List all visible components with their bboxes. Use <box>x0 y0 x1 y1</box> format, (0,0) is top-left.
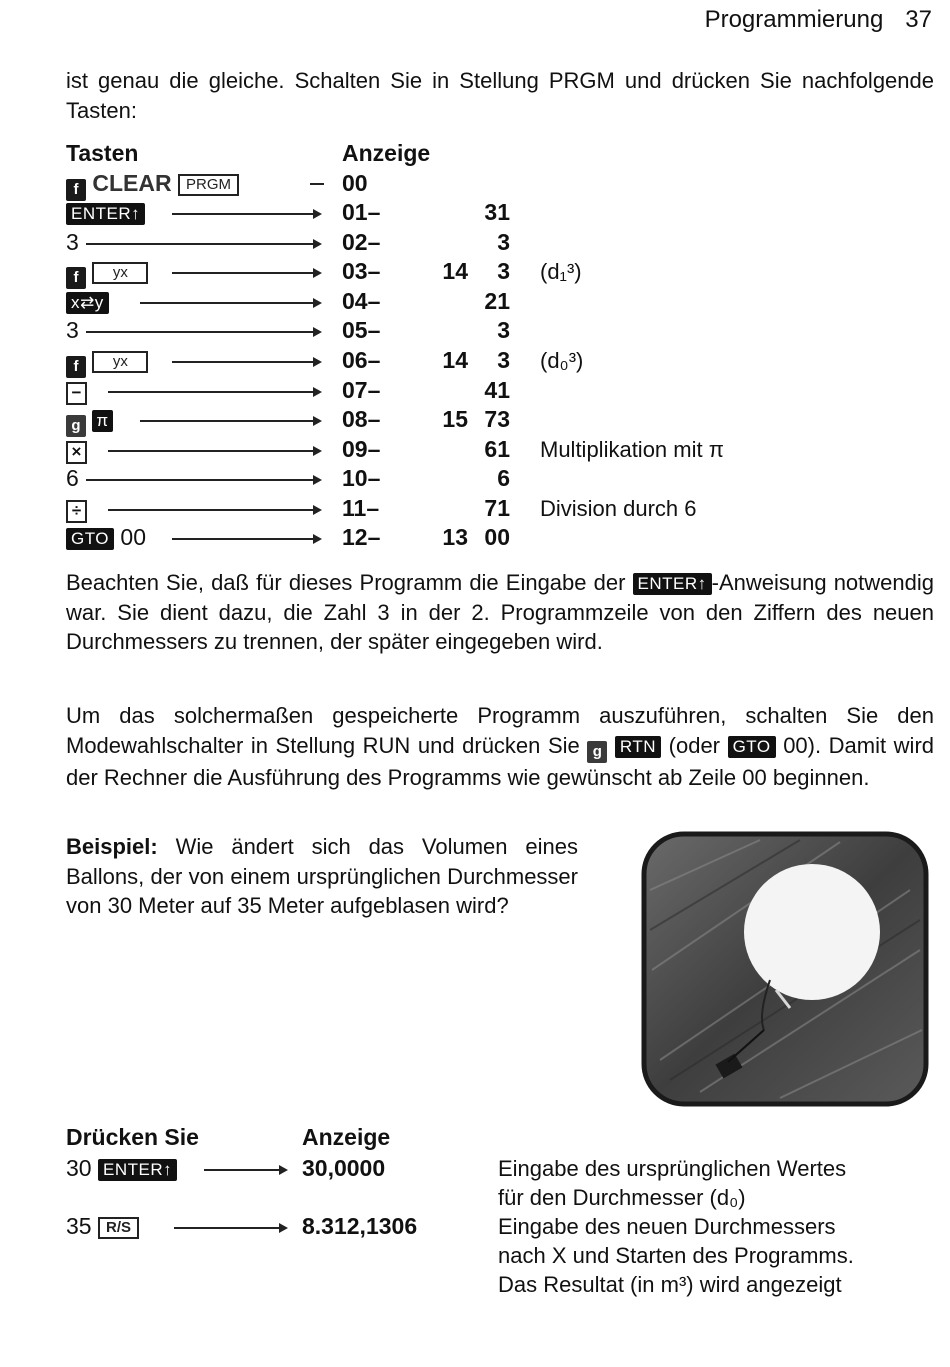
display-prefix: 13 <box>442 524 468 550</box>
display-addr: 00 <box>342 170 368 196</box>
gto-target: 00 <box>120 524 147 550</box>
comment-line: Das Resultat (in m³) wird angezeigt <box>498 1272 842 1297</box>
result-comment <box>498 1154 934 1212</box>
display-addr: 07– <box>342 377 381 403</box>
run-paragraph <box>66 701 934 792</box>
table2-head-display: Anzeige <box>302 1124 391 1150</box>
table-row-keys <box>66 523 146 552</box>
run-text-b: (oder <box>668 732 720 758</box>
arrow-icon <box>172 213 320 215</box>
note-paragraph <box>66 568 934 657</box>
run-text-a: Um das solchermaßen gespeicherte Programm auszuführen, schalten Sie den Modewahlschalter in Stellung RUN und drücken Sie <box>66 703 934 758</box>
comment-line: nach X und Starten des Programms. <box>498 1243 854 1268</box>
display-code: 73 <box>484 406 510 432</box>
example-label: Beispiel: <box>66 834 158 859</box>
display-code: 3 <box>497 229 510 255</box>
comment-line: Eingabe des ursprünglichen Wertes <box>498 1156 847 1181</box>
display-code: 3 <box>497 317 510 343</box>
note-text-b: -Anweisung notwendig war. Sie dient dazu, die Zahl 3 in der 2. Programmzeile von den Ziffern des neuen Durchmessers zu trennen, der später eingegeben wird. <box>66 570 934 654</box>
table-row-keys <box>66 376 87 405</box>
yx-key: yx <box>92 262 148 284</box>
display-code: 71 <box>484 495 510 521</box>
result-comment <box>498 1212 934 1299</box>
display-code: 21 <box>484 288 510 314</box>
clear-key-label: CLEAR <box>92 170 172 196</box>
page-number: 37 <box>905 6 932 33</box>
enter-key-inline: ENTER↑ <box>633 573 712 595</box>
table-row-keys <box>66 169 239 198</box>
table2-row-keys <box>66 1212 139 1241</box>
display-code: 6 <box>497 465 510 491</box>
f-key-icon: f <box>66 179 86 201</box>
arrow-icon <box>172 272 320 274</box>
display-code: 41 <box>484 377 510 403</box>
g-key-icon: g <box>66 415 86 437</box>
table-row-keys <box>66 257 148 286</box>
example-paragraph <box>66 832 578 921</box>
comment-line: für den Durchmesser (d₀) <box>498 1185 746 1210</box>
display-prefix: 14 <box>442 258 468 284</box>
rs-key: R/S <box>98 1217 139 1239</box>
input-number: 35 <box>66 1213 92 1239</box>
table2-head-keys: Drücken Sie <box>66 1124 199 1150</box>
display-addr: 01– <box>342 199 381 225</box>
input-number: 30 <box>66 1155 92 1181</box>
display-addr: 05– <box>342 317 381 343</box>
gto-key: GTO <box>66 528 114 550</box>
page-header <box>705 6 932 34</box>
arrow-icon <box>86 479 320 481</box>
display-prefix: 15 <box>442 406 468 432</box>
minus-key: − <box>66 382 87 405</box>
display-code: 00 <box>484 524 510 550</box>
arrow-icon <box>174 1227 286 1229</box>
f-key-icon: f <box>66 356 86 378</box>
display-addr: 03– <box>342 258 381 284</box>
example-text: Wie ändert sich das Volumen eines Ballons, der von einem ursprünglichen Durchmesser von 30 Meter auf 35 Meter aufgeblasen wird? <box>66 834 578 918</box>
pi-key: π <box>92 410 112 432</box>
display-addr: 10– <box>342 465 381 491</box>
g-key-icon: g <box>587 741 607 763</box>
enter-key: ENTER↑ <box>98 1159 177 1181</box>
arrow-icon <box>204 1169 286 1171</box>
arrow-icon <box>108 450 320 452</box>
display-value: 30,0000 <box>302 1155 386 1181</box>
table-row-keys <box>66 405 113 434</box>
prgm-key: PRGM <box>178 174 239 196</box>
xy-swap-key: x⇄y <box>66 292 109 314</box>
arrow-icon <box>108 391 320 393</box>
rtn-key: RTN <box>615 736 661 758</box>
table-row-keys <box>66 435 87 464</box>
row-comment: Division durch 6 <box>540 496 697 521</box>
display-addr: 08– <box>342 406 381 432</box>
display-code: 61 <box>484 436 510 462</box>
display-addr: 11– <box>342 495 380 521</box>
arrow-icon <box>310 183 324 185</box>
table-row-keys: 3 <box>66 229 79 255</box>
table-head-display: Anzeige <box>342 140 431 166</box>
arrow-icon <box>172 361 320 363</box>
balloon-illustration <box>640 830 930 1108</box>
table-row-keys <box>66 494 87 523</box>
f-key-icon: f <box>66 267 86 289</box>
display-addr: 06– <box>342 347 381 373</box>
display-code: 3 <box>497 258 510 284</box>
yx-key: yx <box>92 351 148 373</box>
table-row-keys: 6 <box>66 465 79 491</box>
display-addr: 09– <box>342 436 381 462</box>
table-row-keys <box>66 198 145 227</box>
header-title: Programmierung <box>704 6 884 33</box>
arrow-icon <box>86 243 320 245</box>
comment-line: Eingabe des neuen Durchmessers <box>498 1214 836 1239</box>
display-addr: 12– <box>342 524 381 550</box>
arrow-icon <box>86 331 320 333</box>
display-value: 8.312,1306 <box>302 1213 418 1239</box>
display-addr: 02– <box>342 229 381 255</box>
display-prefix: 14 <box>442 347 468 373</box>
divide-key: ÷ <box>66 500 87 523</box>
table-row-keys <box>66 287 109 316</box>
arrow-icon <box>172 538 320 540</box>
display-code: 31 <box>484 199 510 225</box>
row-comment: (d₀³) <box>540 348 584 373</box>
table-head-keys: Tasten <box>66 140 139 166</box>
row-comment: Multiplikation mit π <box>540 437 724 462</box>
table2-row-keys <box>66 1154 177 1183</box>
table-row-keys <box>66 346 148 375</box>
arrow-icon <box>108 509 320 511</box>
run-text-c: 00). Damit wird der Rechner die Ausführung des Programms wie gewünscht ab Zeile 00 beginnen. <box>66 732 935 790</box>
display-addr: 04– <box>342 288 381 314</box>
enter-key: ENTER↑ <box>66 203 145 225</box>
row-comment: (d₁³) <box>540 259 582 284</box>
intro-paragraph: ist genau die gleiche. Schalten Sie in Stellung PRGM und drücken Sie nachfolgende Tasten: <box>66 68 934 123</box>
arrow-icon <box>140 302 320 304</box>
note-text-a: Beachten Sie, daß für dieses Programm die Eingabe der <box>66 570 626 595</box>
gto-key-inline: GTO <box>728 736 776 758</box>
display-code: 3 <box>497 347 510 373</box>
multiply-key: × <box>66 441 87 464</box>
arrow-icon <box>140 420 320 422</box>
table-row-keys: 3 <box>66 317 79 343</box>
